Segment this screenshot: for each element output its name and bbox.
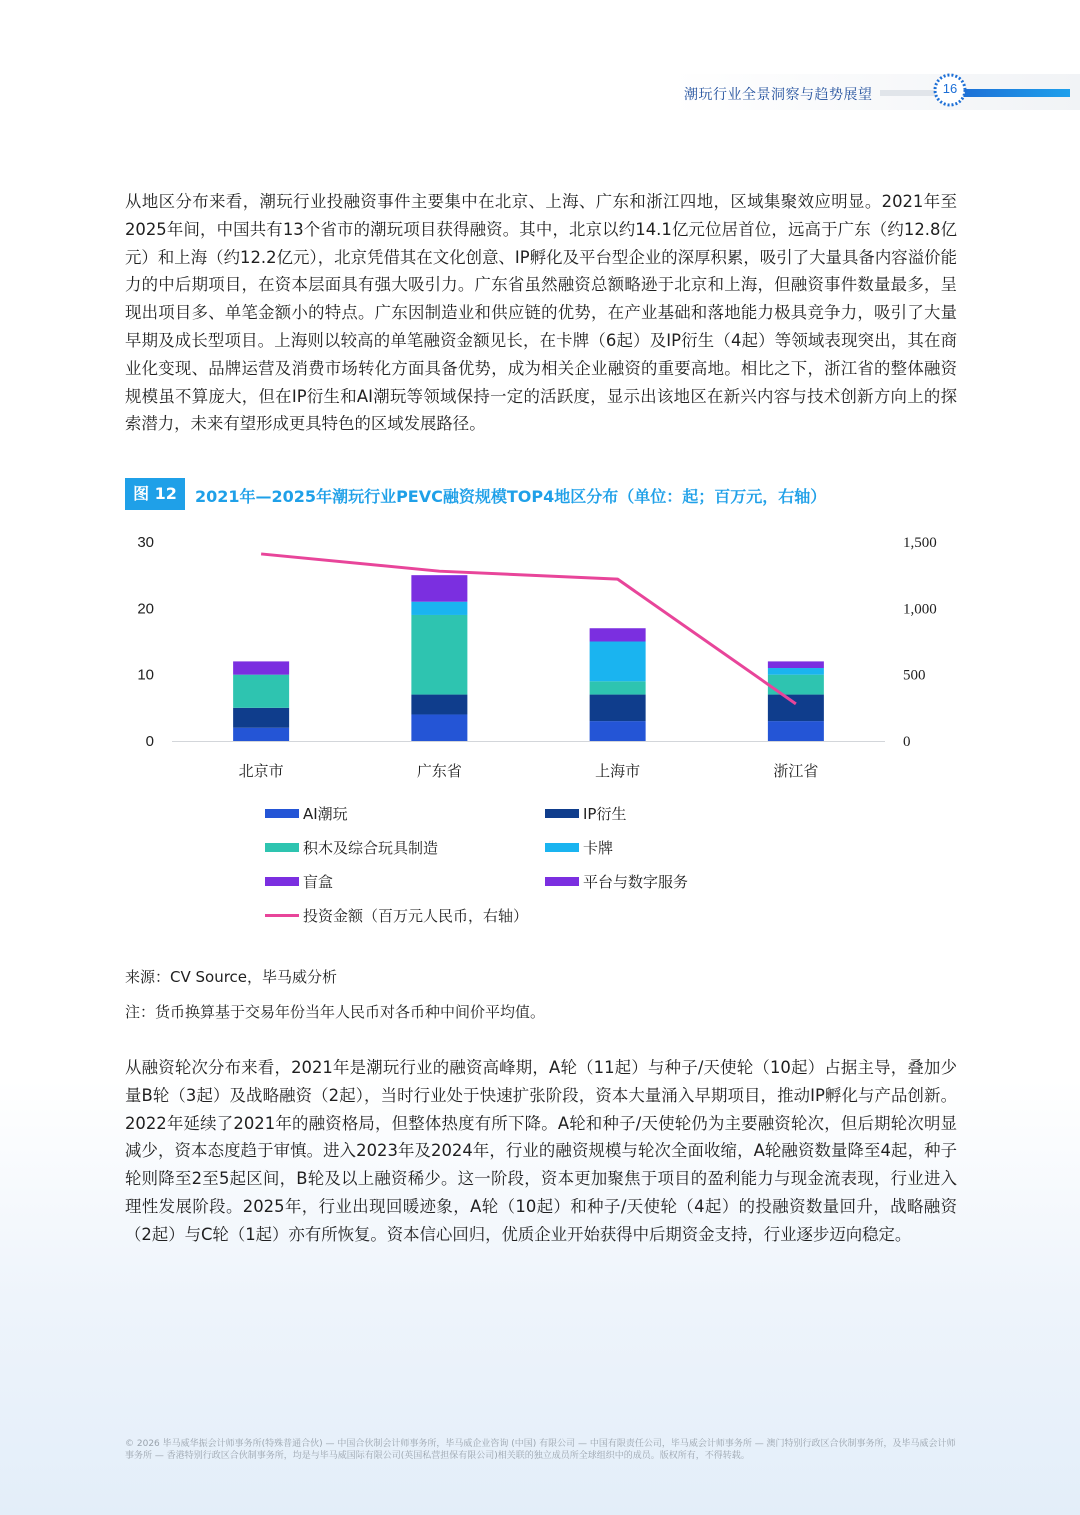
legend-label: IP衍生 xyxy=(583,805,627,823)
bar-segment xyxy=(590,721,646,741)
legend-item-ai xyxy=(265,803,348,824)
bar-segment xyxy=(233,675,289,708)
report-title: 潮玩行业全景洞察与趋势展望 xyxy=(684,87,873,103)
paragraph-region: 从地区分布来看，潮玩行业投融资事件主要集中在北京、上海、广东和浙江四地，区域集聚效应明显。2021年至2025年间，中国共有13个省市的潮玩项目获得融资。其中，北京以约14.1亿元位居首位，远高于广东（约12.8亿元）和上海（约12.2亿元），北京凭借其在文化创意、IP孵化及平台型企业的深厚积累，吸引了大量具备内容溢价能力的中后期项目，在资本层面具有强大吸引力。广东省虽然融资总额略逊于北京和上海，但融资事件数量最多，呈现出项目多、单笔金额小的特点。广东因制造业和供应链的优势，在产业基础和落地能力极具竞争力，吸引了大量早期及成长型项目。上海则以较高的单笔融资金额见长，在卡牌（6起）及IP衍生（4起）等领域表现突出，其在商业化变现、品牌运营及消费市场转化方面具备优势，成为相关企业融资的重要高地。相比之下，浙江省的整体融资规模虽不算庞大，但在IP衍生和AI潮玩等领域保持一定的活跃度，显示出该地区在新兴内容与技术创新方向上的探索潜力，未来有望形成更具特色的区域发展路径。 xyxy=(125,192,957,434)
figure-note: 注：货币换算基于交易年份当年人民币对各币种中间价平均值。 xyxy=(125,1003,546,1021)
legend-line-swatch xyxy=(265,914,299,917)
bar-segment xyxy=(411,575,467,602)
bar-segment xyxy=(768,668,824,675)
legend-item-blindbox xyxy=(265,871,333,892)
bar-segment xyxy=(411,714,467,741)
legend-item-blocks xyxy=(265,837,438,858)
figure-title: 2021年—2025年潮玩行业PEVC融资规模TOP4地区分布（单位：起；百万元，右轴） xyxy=(195,487,827,506)
legend-item-investment xyxy=(265,905,528,926)
legend-label: 投资金额（百万元人民币，右轴） xyxy=(303,907,529,925)
y2-axis-tick-label: 0 xyxy=(903,734,911,750)
bar-segment xyxy=(590,681,646,694)
legend-swatch xyxy=(545,809,579,818)
y-axis-tick-label: 20 xyxy=(137,600,154,618)
header-gray-bar xyxy=(880,90,940,96)
legend-swatch xyxy=(545,877,579,886)
bar-segment xyxy=(590,628,646,641)
legend-swatch xyxy=(265,809,299,818)
legend-item-ip xyxy=(545,803,626,824)
figure-source: 来源：CV Source，毕马威分析 xyxy=(125,968,338,986)
bar-segment xyxy=(590,642,646,682)
paragraph-rounds: 从融资轮次分布来看，2021年是潮玩行业的融资高峰期，A轮（11起）与种子/天使轮（10起）占据主导，叠加少量B轮（3起）及战略融资（2起），当时行业处于快速扩张阶段，资本大量涌入早期项目，推动IP孵化与产品创新。2022年延续了2021年的融资格局，但整体热度有所下降。A轮和种子/天使轮仍为主要融资轮次，但后期轮次明显减少，资本态度趋于审慎。进入2023年及2024年，行业的融资规模与轮次全面收缩，A轮融资数量降至4起，种子轮则降至2至5起区间，B轮及以上融资稀少。这一阶段，资本更加聚焦于项目的盈利能力与现金流表现，行业进入理性发展阶段。2025年，行业出现回暖迹象，A轮（10起）和种子/天使轮（4起）的投融资数量回升，战略融资（2起）与C轮（1起）亦有所恢复。资本信心回归，优质企业开始获得中后期资金支持，行业逐步迈向稳定。 xyxy=(125,1058,957,1244)
copyright-footer: © 2026 毕马威华振会计师事务所(特殊普通合伙) — 中国合伙制会计师事务所，毕马威企业咨询 (中国) 有限公司 — 中国有限责任公司，毕马威会计师事务所 — 澳门特别行政区合伙制事务所，及毕马威会计师事务所 — 香港特别行政区合伙制事务所，均是与毕马威国际有限公司(英国私营担保有限公司)相关联的独立成员所全球组织中的成员。版权所有，不得转载。 xyxy=(125,1439,956,1461)
x-axis-category-label: 上海市 xyxy=(595,762,641,780)
y2-axis-tick-label: 1,500 xyxy=(903,535,937,551)
legend-item-platform xyxy=(545,871,688,892)
bar-line-chart xyxy=(120,520,960,800)
legend-label: 积木及综合玩具制造 xyxy=(303,839,439,857)
legend-item-cards xyxy=(545,837,613,858)
bar-segment xyxy=(411,602,467,615)
bar-segment xyxy=(768,661,824,668)
legend-label: AI潮玩 xyxy=(303,805,348,823)
x-axis-category-label: 浙江省 xyxy=(773,762,819,780)
bar-segment xyxy=(411,615,467,695)
x-axis-category-label: 北京市 xyxy=(238,762,284,780)
bar-segment xyxy=(768,695,824,722)
figure-label: 图 12 xyxy=(125,478,185,510)
legend-swatch xyxy=(545,843,579,852)
y-axis-tick-label: 10 xyxy=(137,666,154,684)
bar-segment xyxy=(411,695,467,715)
investment-line xyxy=(261,554,796,704)
bar-segment xyxy=(233,728,289,741)
legend-swatch xyxy=(265,843,299,852)
bar-segment xyxy=(233,661,289,674)
bar-segment xyxy=(768,721,824,741)
y2-axis-tick-label: 1,000 xyxy=(903,601,937,618)
page-number: 16 xyxy=(942,81,958,96)
x-axis-category-label: 广东省 xyxy=(416,762,462,780)
y-axis-tick-label: 30 xyxy=(137,534,154,551)
y2-axis-tick-label: 500 xyxy=(903,667,926,684)
bar-segment xyxy=(233,708,289,728)
y-axis-tick-label: 0 xyxy=(145,733,154,750)
legend-label: 卡牌 xyxy=(583,839,614,857)
legend-label: 平台与数字服务 xyxy=(583,873,689,891)
page-number-badge xyxy=(932,72,968,108)
legend-label: 盲盒 xyxy=(303,873,334,891)
header-accent-bar xyxy=(960,89,1070,97)
legend-swatch xyxy=(265,877,299,886)
bar-segment xyxy=(590,695,646,722)
